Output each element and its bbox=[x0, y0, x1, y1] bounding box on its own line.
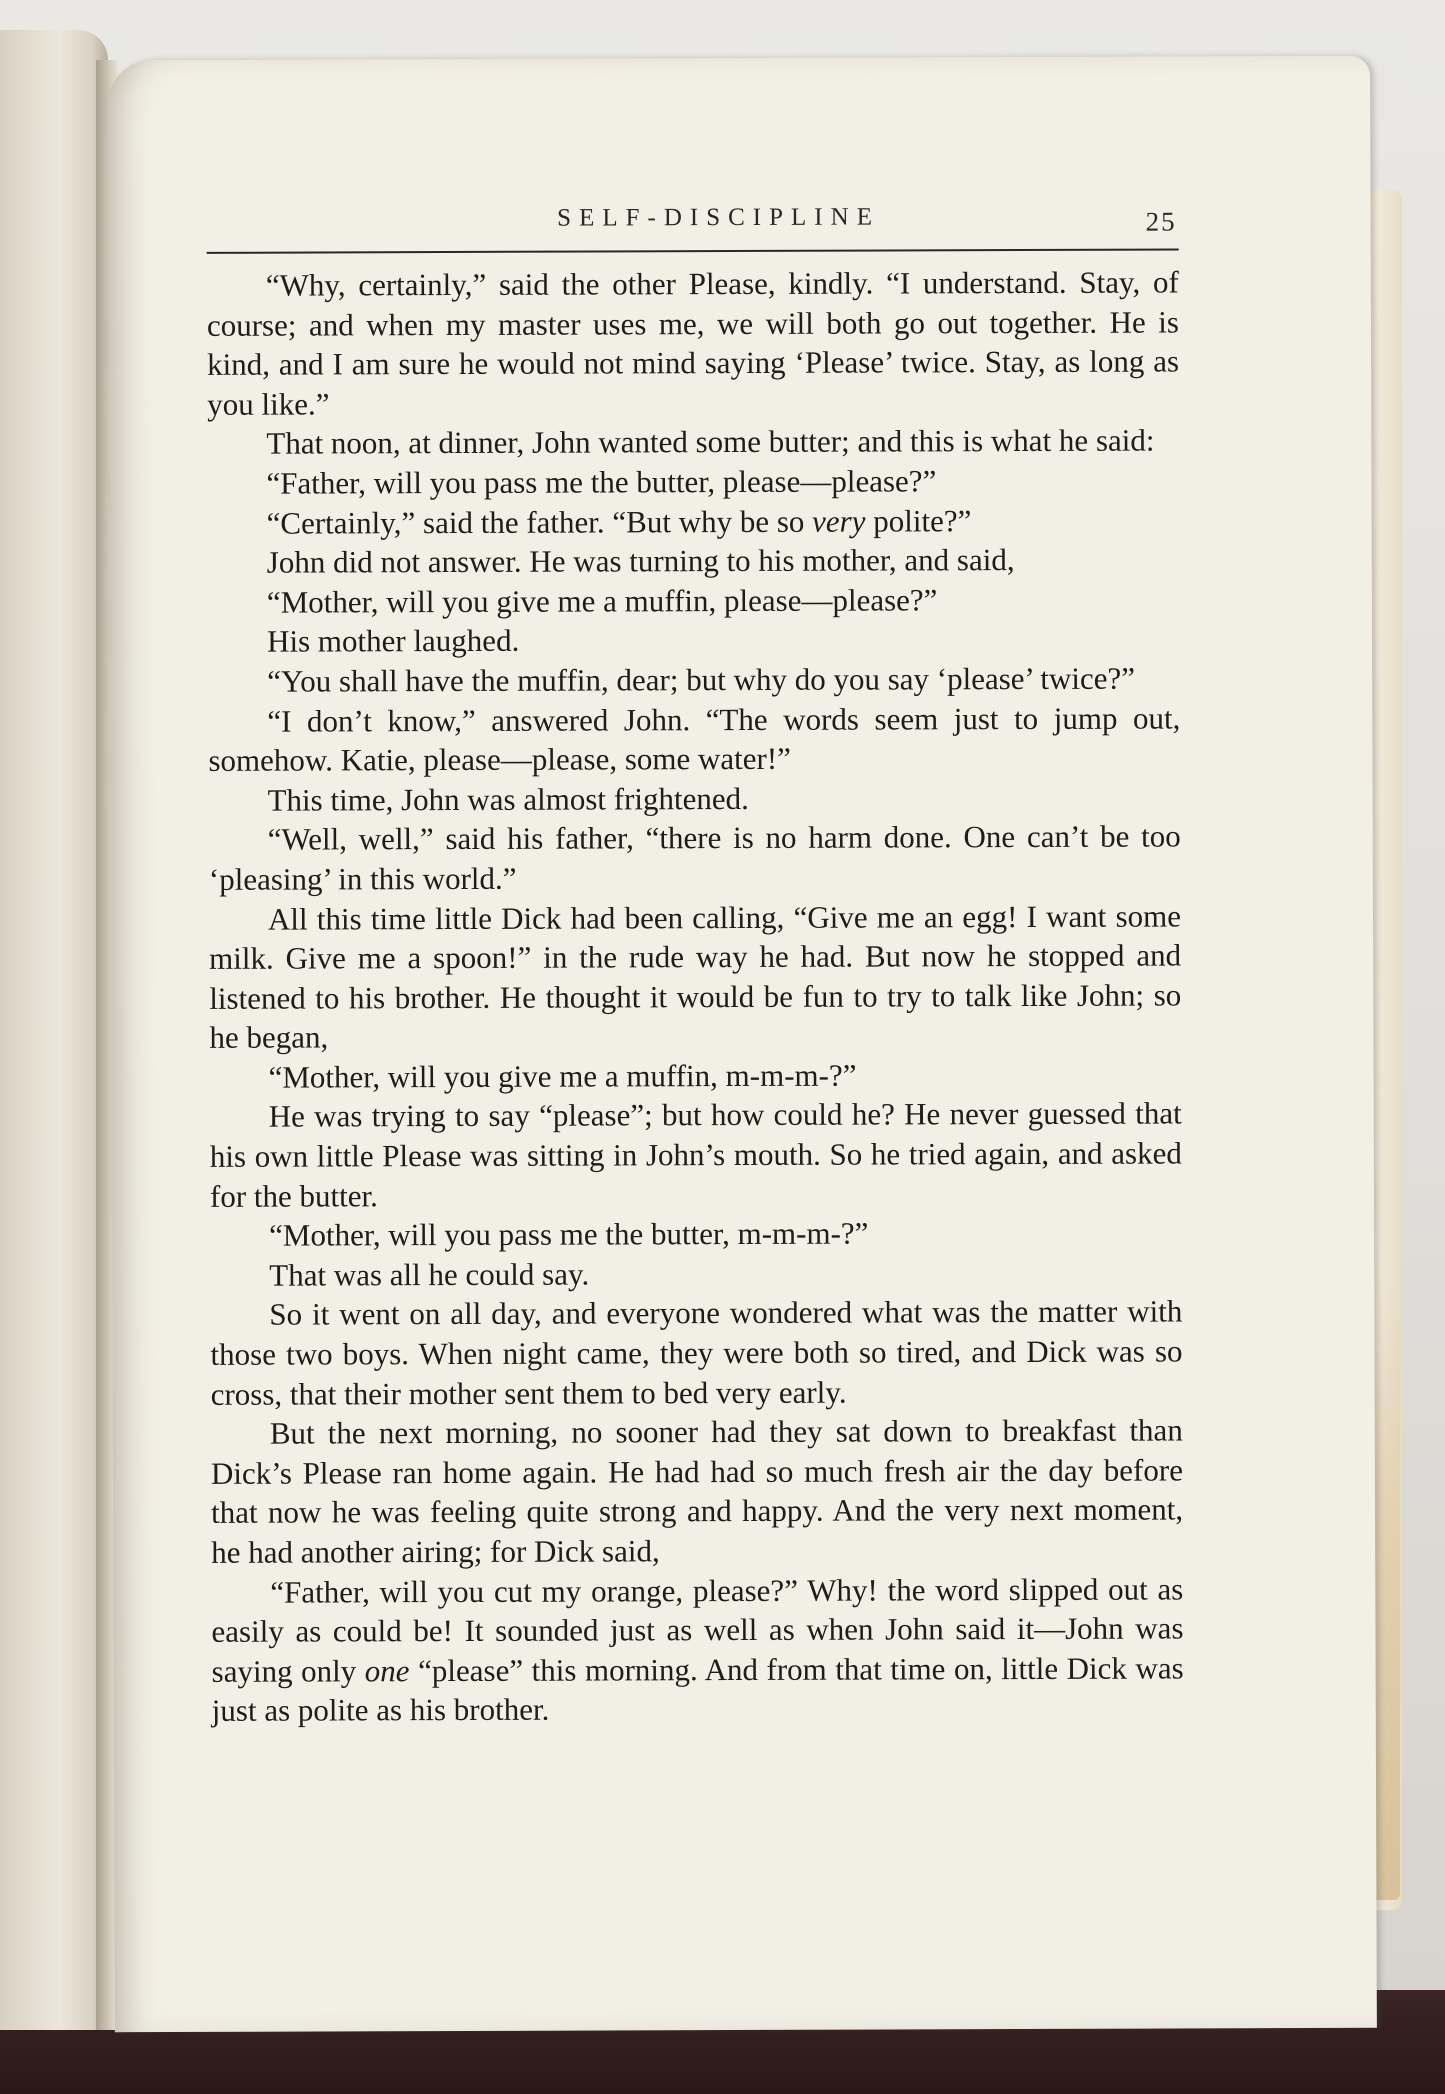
paragraph: All this time little Dick had been calling, “Give me an egg! I want some milk. Give me a spoon!” in the rude way he had. But now he stopped and listened to his brother. He thought it would be fun to try to talk like John; so he began, bbox=[209, 897, 1182, 1056]
paragraph: That noon, at dinner, John wanted some butter; and this is what he said: bbox=[266, 422, 1155, 462]
page-header bbox=[206, 188, 1178, 253]
paragraph: “Well, well,” said his father, “there is no harm done. One can’t be too ‘pleasing’ in this world.” bbox=[208, 818, 1181, 897]
paragraph: This time, John was almost frightened. bbox=[267, 780, 749, 818]
paragraph: “Father, will you pass me the butter, please—please?” bbox=[266, 463, 937, 501]
running-title: SELF-DISCIPLINE bbox=[557, 203, 880, 232]
paragraph: His mother laughed. bbox=[266, 623, 520, 659]
paragraph: “Mother, will you give me a muffin, please—please?” bbox=[266, 582, 938, 620]
paragraph: “Mother, will you pass me the butter, m-m-m-?” bbox=[269, 1215, 869, 1253]
left-page-edge bbox=[0, 30, 108, 2030]
paragraph: So it went on all day, and everyone wondered what was the matter with those two boys. When night came, they were both so tired, and Dick was so cross, that their mother sent them to bed very early. bbox=[210, 1293, 1183, 1412]
emphasis: very bbox=[812, 503, 866, 539]
paragraph: John did not answer. He was turning to his mother, and said, bbox=[266, 542, 1015, 580]
paragraph: That was all he could say. bbox=[269, 1256, 590, 1293]
paragraph: “Why, certainly,” said the other Please, kindly. “I understand. Stay, of course; and when my master uses me, we will both go out together. He is kind, and I am sure he would not mind saying ‘Please’ twice. Stay, as long as you like.” bbox=[206, 264, 1180, 422]
paragraph: “Father, will you cut my orange, please?” Why! the word slipped out as easily as could be! It sounded just as well as when John said it—John was saying only one “please” this morning. And from that time on, little Dick was just as polite as his brother. bbox=[211, 1571, 1184, 1729]
page-edge-stain bbox=[1372, 1280, 1400, 1900]
paragraph: “Mother, will you give me a muffin, m-m-m-?” bbox=[268, 1057, 857, 1095]
paragraph: He was trying to say “please”; but how could he? He never guessed that his own little Please was sitting in John’s mouth. So he tried again, and asked for the butter. bbox=[209, 1095, 1182, 1214]
book-page bbox=[108, 56, 1377, 2032]
paragraph: “Certainly,” said the father. “But why be so very polite?” bbox=[266, 502, 972, 541]
paragraph: “You shall have the muffin, dear; but why do you say ‘please’ twice?” bbox=[267, 660, 1136, 699]
page-number: 25 bbox=[1145, 206, 1177, 237]
body-text bbox=[207, 262, 1184, 1730]
paragraph: “I don’t know,” answered John. “The words seem just to jump out, somehow. Katie, please—please, some water!” bbox=[208, 699, 1181, 778]
emphasis: one bbox=[364, 1652, 410, 1689]
paragraph: But the next morning, no sooner had they sat down to breakfast than Dick’s Please ran home again. He had had so much fresh air the day before that now he was feeling quite strong and happy. And the very next moment, he had another airing; for Dick said, bbox=[210, 1412, 1184, 1570]
